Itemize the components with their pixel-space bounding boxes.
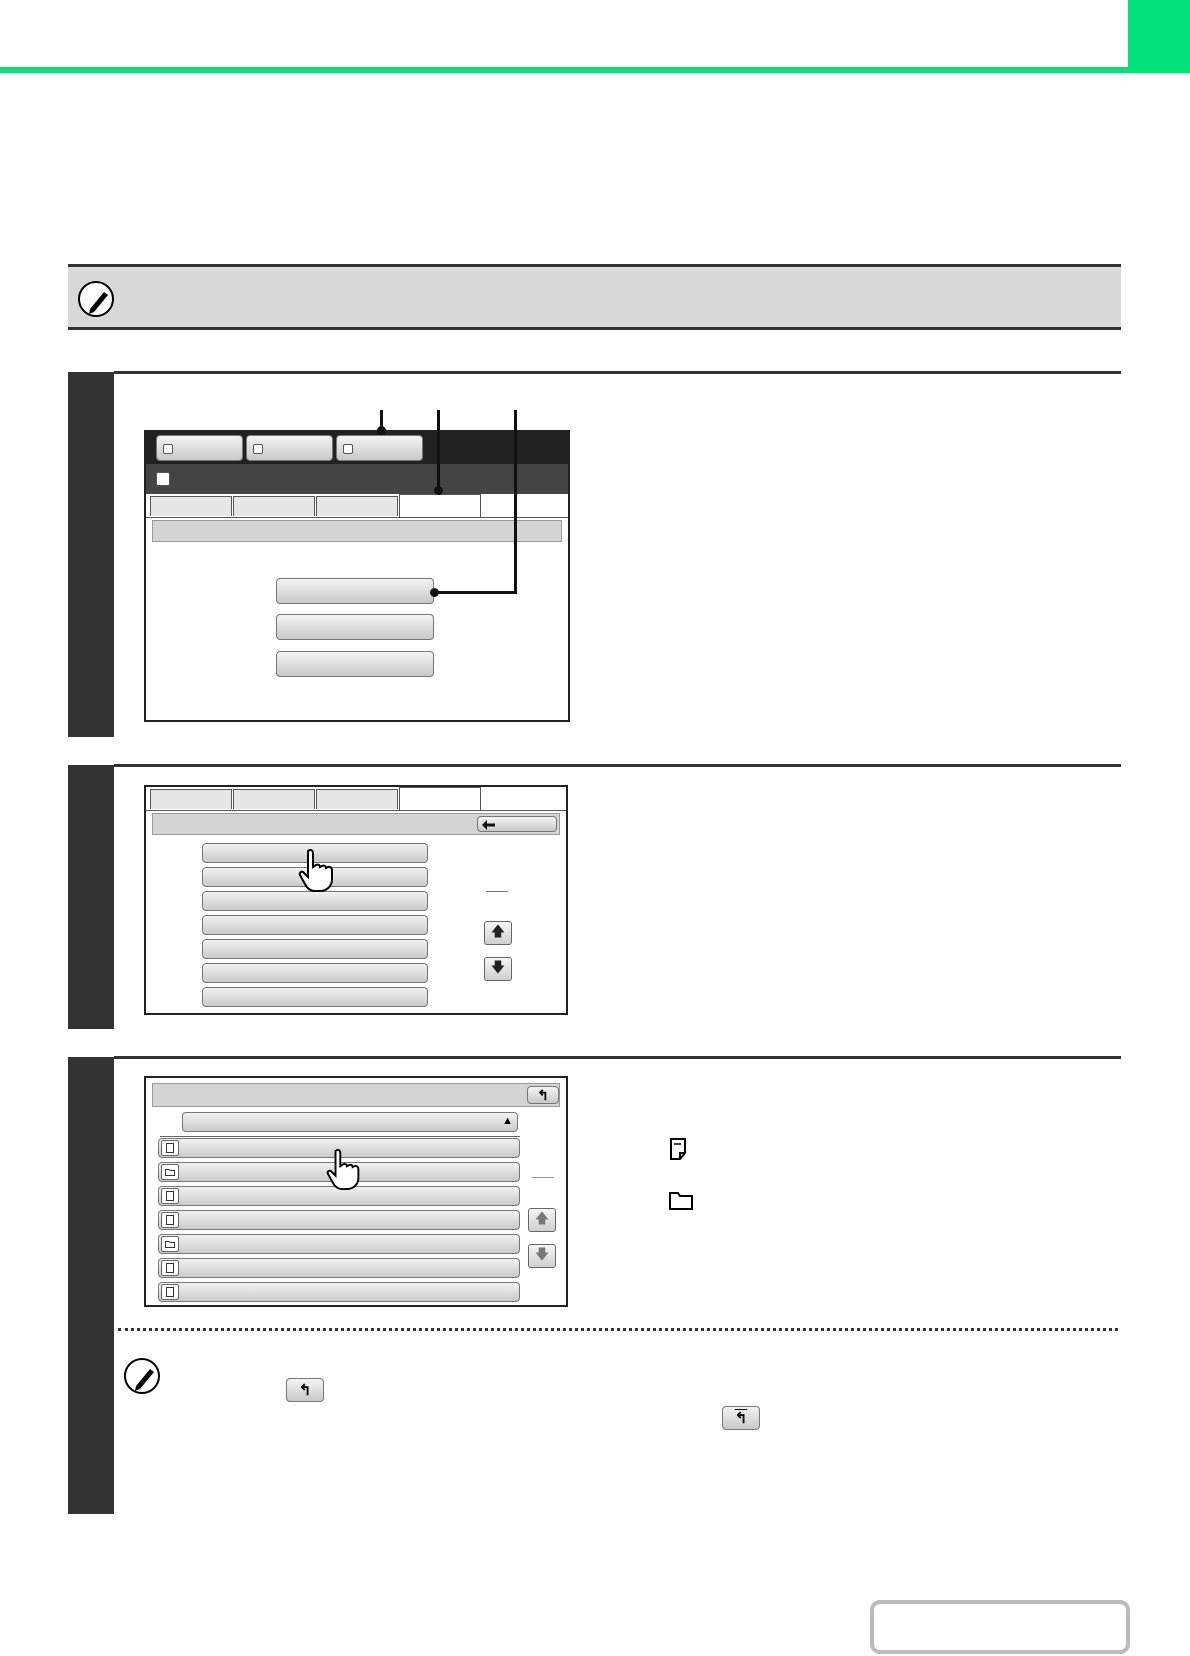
up-level-button[interactable] <box>527 1086 559 1104</box>
tab-3[interactable] <box>316 789 398 809</box>
top-level-icon: ↰ <box>734 1410 748 1427</box>
list-divider <box>160 1136 520 1137</box>
step-3-rule <box>114 1056 1121 1059</box>
copy-mode-tab[interactable] <box>156 435 243 461</box>
pointing-hand-icon <box>298 849 340 893</box>
back-button[interactable] <box>477 816 557 832</box>
up-level-icon: ↰ <box>537 1086 549 1103</box>
section-header-bar <box>152 813 560 835</box>
list-row-4[interactable] <box>202 915 428 935</box>
callout-line-3-h <box>434 591 517 594</box>
list-row-5[interactable] <box>202 939 428 959</box>
contents-nav-box[interactable] <box>870 1600 1130 1654</box>
up-level-button <box>286 1378 324 1402</box>
step-3-bar <box>68 1057 114 1514</box>
arrow-down-icon: 🡇 <box>490 959 506 975</box>
folder-row-2[interactable] <box>158 1234 520 1254</box>
list-row-6[interactable] <box>202 963 428 983</box>
section-header-bar <box>152 520 562 542</box>
arrow-up-icon: 🡅 <box>490 923 506 939</box>
home-icon <box>156 472 170 486</box>
menu-button-2[interactable] <box>276 614 434 640</box>
tab-1[interactable] <box>150 496 232 516</box>
callout-dot-3 <box>430 588 439 597</box>
pencil-note-icon <box>124 1358 160 1394</box>
screen-title-bar <box>146 464 568 494</box>
tab-divider <box>146 810 566 811</box>
page-indicator-divider <box>532 1177 554 1178</box>
file-icon <box>161 1140 179 1156</box>
file-icon <box>161 1284 179 1300</box>
folder-icon <box>669 1190 693 1210</box>
step-1-screen <box>144 430 570 722</box>
header-accent-tab <box>1128 0 1190 73</box>
folder-path-bar <box>152 1083 560 1107</box>
file-row-3[interactable] <box>158 1210 520 1230</box>
scroll-up-button[interactable] <box>484 921 512 945</box>
hint-separator <box>118 1328 1118 1331</box>
mode-bar <box>146 432 568 464</box>
menu-button-1[interactable] <box>276 578 434 604</box>
arrow-left-icon <box>482 820 496 830</box>
tab-divider <box>146 517 568 518</box>
tab-2[interactable] <box>233 496 315 516</box>
step-2-bar <box>68 765 114 1029</box>
copy-mode-icon <box>163 444 173 454</box>
file-icon <box>670 1138 686 1160</box>
header-accent-line <box>0 67 1128 73</box>
tab-1[interactable] <box>150 789 232 809</box>
step-2-screen <box>144 785 568 1015</box>
sort-bar[interactable] <box>182 1112 518 1132</box>
step-3-screen <box>144 1076 568 1307</box>
pointing-hand-icon <box>326 1148 366 1192</box>
note-bar <box>68 264 1121 330</box>
file-icon <box>161 1260 179 1276</box>
document-filing-tab[interactable] <box>246 435 333 461</box>
file-icon <box>161 1188 179 1204</box>
tab-3[interactable] <box>316 496 398 516</box>
page-indicator-divider <box>486 891 508 892</box>
pencil-note-icon <box>78 281 114 317</box>
tab-4[interactable] <box>399 494 481 518</box>
top-level-button <box>722 1406 760 1430</box>
file-row-4[interactable] <box>158 1258 520 1278</box>
folder-icon <box>161 1236 179 1252</box>
callout-dot-1 <box>377 426 386 435</box>
step-1-rule <box>114 371 1121 374</box>
list-row-7[interactable] <box>202 987 428 1007</box>
callout-line-2 <box>437 410 440 490</box>
triangle-up-icon: ▲ <box>502 1115 513 1127</box>
callout-dot-2 <box>434 486 443 495</box>
up-level-icon: ↰ <box>298 1382 312 1399</box>
callout-line-3 <box>514 410 517 594</box>
list-row-3[interactable] <box>202 891 428 911</box>
step-2-rule <box>114 764 1121 767</box>
menu-button-3[interactable] <box>276 651 434 677</box>
document-filing-icon <box>253 444 263 454</box>
file-row-5[interactable] <box>158 1282 520 1302</box>
scan-mode-icon <box>343 444 353 454</box>
scroll-down-button[interactable] <box>528 1244 556 1268</box>
scroll-up-button[interactable] <box>528 1208 556 1232</box>
tab-4[interactable] <box>399 787 481 811</box>
arrow-up-icon: 🡅 <box>534 1210 550 1226</box>
step-1-bar <box>68 372 114 737</box>
folder-icon <box>161 1164 179 1180</box>
tab-2[interactable] <box>233 789 315 809</box>
scroll-down-button[interactable] <box>484 957 512 981</box>
scan-mode-tab[interactable] <box>336 435 423 461</box>
file-icon <box>161 1212 179 1228</box>
arrow-down-icon: 🡇 <box>534 1246 550 1262</box>
